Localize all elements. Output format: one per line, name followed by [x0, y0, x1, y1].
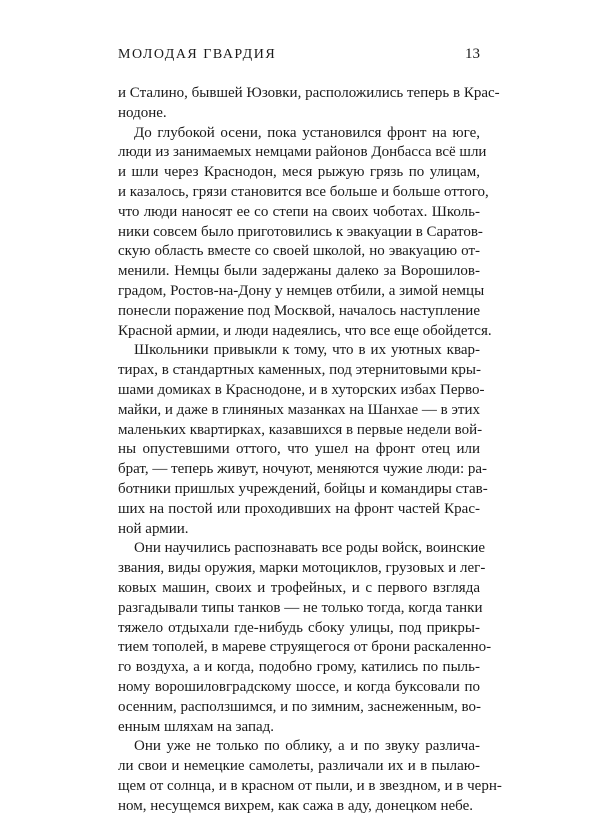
text-line: Школьники привыкли к тому, что в их уютных квар- — [134, 342, 480, 359]
text-line: тяжело отдыхали где-нибудь сбоку улицы, под прикры- — [118, 619, 480, 636]
text-line: градом, Ростов-на-Дону у немцев отбили, а зимой немцы — [118, 282, 485, 299]
paragraph — [118, 737, 502, 816]
text-line: менили. Немцы были задержаны далеко за Ворошилов- — [118, 263, 480, 280]
text-line: ших на постой или проходивших на фронт частей Крас- — [118, 500, 480, 517]
page-header — [118, 46, 480, 63]
text-line: До глубокой осени, пока установился фронт на юге, — [134, 124, 480, 141]
text-line: Красной армии, и люди надеялись, что все еще обойдется. — [118, 322, 492, 339]
text-line: ли свои и немецкие самолеты, различали их и в пылаю- — [118, 758, 480, 775]
text-line: осенним, расползшимся, и по зимним, заснеженным, во- — [118, 698, 482, 715]
text-line: тием тополей, в мареве струящегося от брони раскаленно- — [118, 639, 492, 656]
text-line: понесли поражение под Москвой, началось наступление — [118, 302, 480, 319]
text-line: ном, несущемся вихрем, как сажа в аду, донецком небе. — [118, 797, 474, 814]
text-line: ники совсем было приготовились к эвакуации в Саратов- — [118, 223, 483, 240]
text-line: ковых машин, своих и трофейных, и с первого взгляда — [118, 579, 480, 596]
text-line: что люди наносят ее со степи на своих чоботах. Школь- — [118, 203, 480, 220]
text-line: щем от солнца, и в красном от пыли, и в звездном, и в черн- — [118, 777, 502, 794]
text-line: брат, — теперь живут, ночуют, меняются чужие люди: ра- — [118, 461, 488, 478]
text-line: звания, виды оружия, марки мотоциклов, грузовых и лег- — [118, 560, 486, 577]
text-line: маленьких квартирках, казавшихся в первые недели вой- — [118, 421, 483, 438]
text-line: скую область вместе со своей школой, но эвакуацию от- — [118, 243, 480, 260]
text-line: люди из занимаемых немцами районов Донбасса всё шли — [118, 144, 487, 161]
text-line: енным шляхам на запад. — [118, 718, 275, 735]
paragraph — [118, 539, 492, 737]
text-line: и Сталино, бывшей Юзовки, расположились теперь в Крас- — [118, 85, 500, 101]
text-line: ботники пришлых учреждений, бойцы и командиры став- — [118, 480, 488, 497]
text-line: разгадывали типы танков — не только тогда, когда танки — [118, 599, 483, 616]
paragraph — [118, 84, 500, 124]
text-line: и казалось, грязи становится все больше и больше оттого, — [118, 183, 489, 200]
text-line: и шли через Краснодон, меся рыжую грязь по улицам, — [118, 164, 480, 181]
paragraph — [118, 341, 488, 539]
text-line: ны опустевшими оттого, что ушел на фронт отец или — [118, 441, 480, 458]
text-line: ной армии. — [118, 520, 189, 537]
text-line: Они научились распознавать все роды войск, воинские — [134, 540, 486, 557]
text-line: го воздуха, а и когда, подобно грому, катились по пыль- — [118, 659, 480, 676]
text-line: майки, и даже в глиняных мазанках на Шанхае — в этих — [118, 401, 480, 418]
text-line: ному ворошиловградскому шоссе, и когда буксовали по — [118, 678, 480, 695]
text-line: Они уже не только по облику, а и по звуку различа- — [134, 738, 480, 755]
running-title: МОЛОДАЯ ГВАРДИЯ — [118, 47, 277, 62]
paragraph — [118, 124, 492, 342]
text-line: шами домиках в Краснодоне, и в хуторских избах Перво- — [118, 381, 485, 398]
page-number: 13 — [465, 46, 480, 62]
text-line: нодоне. — [118, 104, 167, 121]
body-text — [118, 84, 502, 816]
text-line: тирах, в стандартных каменных, под этернитовыми кры- — [118, 362, 481, 379]
